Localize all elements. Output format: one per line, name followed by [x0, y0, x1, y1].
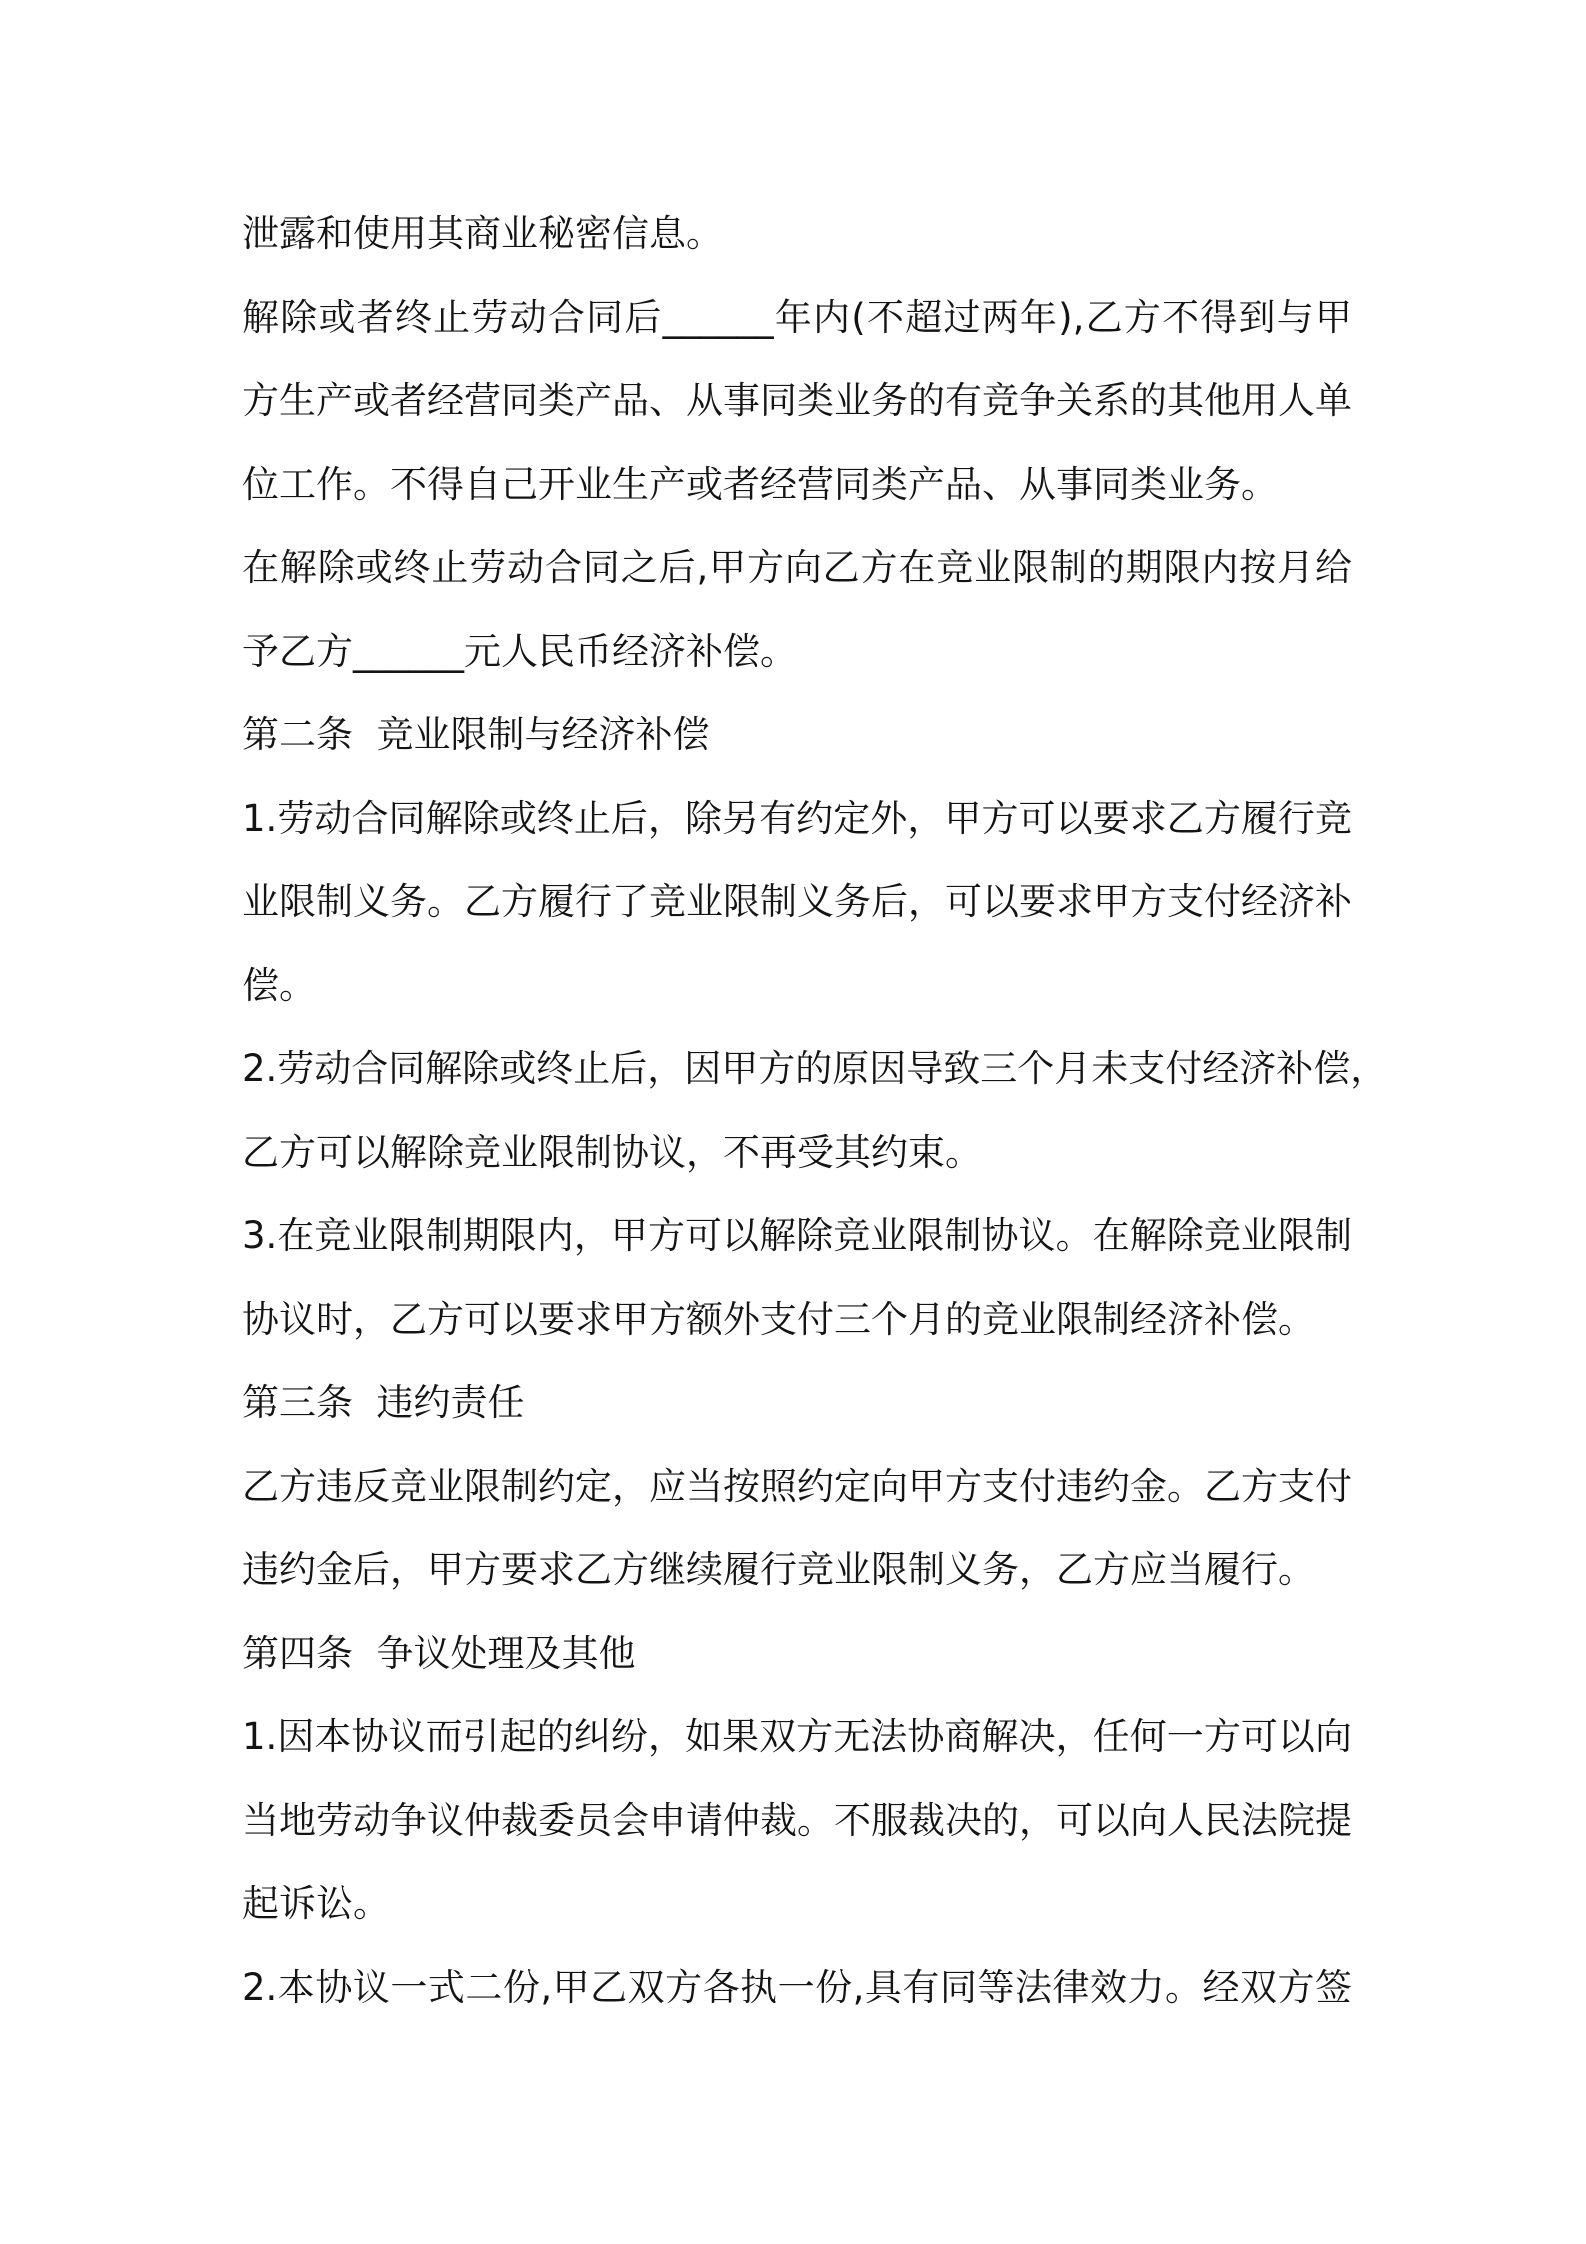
text-line: 1.因本协议而引起的纠纷，如果双方无法协商解决，任何一方可以向: [242, 1715, 1352, 1758]
article-3-heading: 第三条 违约责任: [242, 1381, 525, 1424]
text-line: 1.劳动合同解除或终止后，除另有约定外，甲方可以要求乙方履行竞: [242, 796, 1352, 840]
text-line: 违约金后，甲方要求乙方继续履行竞业限制义务，乙方应当履行。: [242, 1548, 1315, 1591]
article-2-heading: 第二条 竞业限制与经济补偿: [242, 713, 710, 756]
text-line: 业限制义务。乙方履行了竞业限制义务后，可以要求甲方支付经济补: [242, 880, 1352, 923]
text-line: 在解除或终止劳动合同之后,甲方向乙方在竞业限制的期限内按月给: [242, 546, 1352, 589]
text-line: 2.本协议一式二份,甲乙双方各执一份,具有同等法律效力。经双方签: [242, 1965, 1352, 2009]
text-line: 予乙方______元人民币经济补偿。: [242, 629, 797, 673]
text-line: 偿。: [242, 963, 316, 1007]
text-line: 方生产或者经营同类产品、从事同类业务的有竞争关系的其他用人单: [242, 379, 1352, 422]
article-4-heading: 第四条 争议处理及其他: [242, 1631, 636, 1675]
text-line: 协议时，乙方可以要求甲方额外支付三个月的竞业限制经济补偿。: [242, 1297, 1315, 1341]
text-line: 2.劳动合同解除或终止后，因甲方的原因导致三个月未支付经济补偿，: [242, 1047, 1388, 1090]
text-line: 起诉讼。: [242, 1882, 390, 1925]
text-line: 泄露和使用其商业秘密信息。: [242, 212, 723, 255]
text-line: 乙方可以解除竞业限制协议，不再受其约束。: [242, 1130, 982, 1174]
text-line: 位工作。不得自己开业生产或者经营同类产品、从事同类业务。: [242, 462, 1278, 506]
text-line: 乙方违反竞业限制约定，应当按照约定向甲方支付违约金。乙方支付: [242, 1464, 1352, 1508]
text-line: 当地劳动争议仲裁委员会申请仲裁。不服裁决的，可以向人民法院提: [242, 1798, 1352, 1842]
document-body: [242, 192, 1388, 2029]
text-line: 解除或者终止劳动合同后______年内(不超过两年),乙方不得到与甲: [242, 295, 1352, 339]
text-line: 3.在竞业限制期限内，甲方可以解除竞业限制协议。在解除竞业限制: [242, 1214, 1352, 1257]
